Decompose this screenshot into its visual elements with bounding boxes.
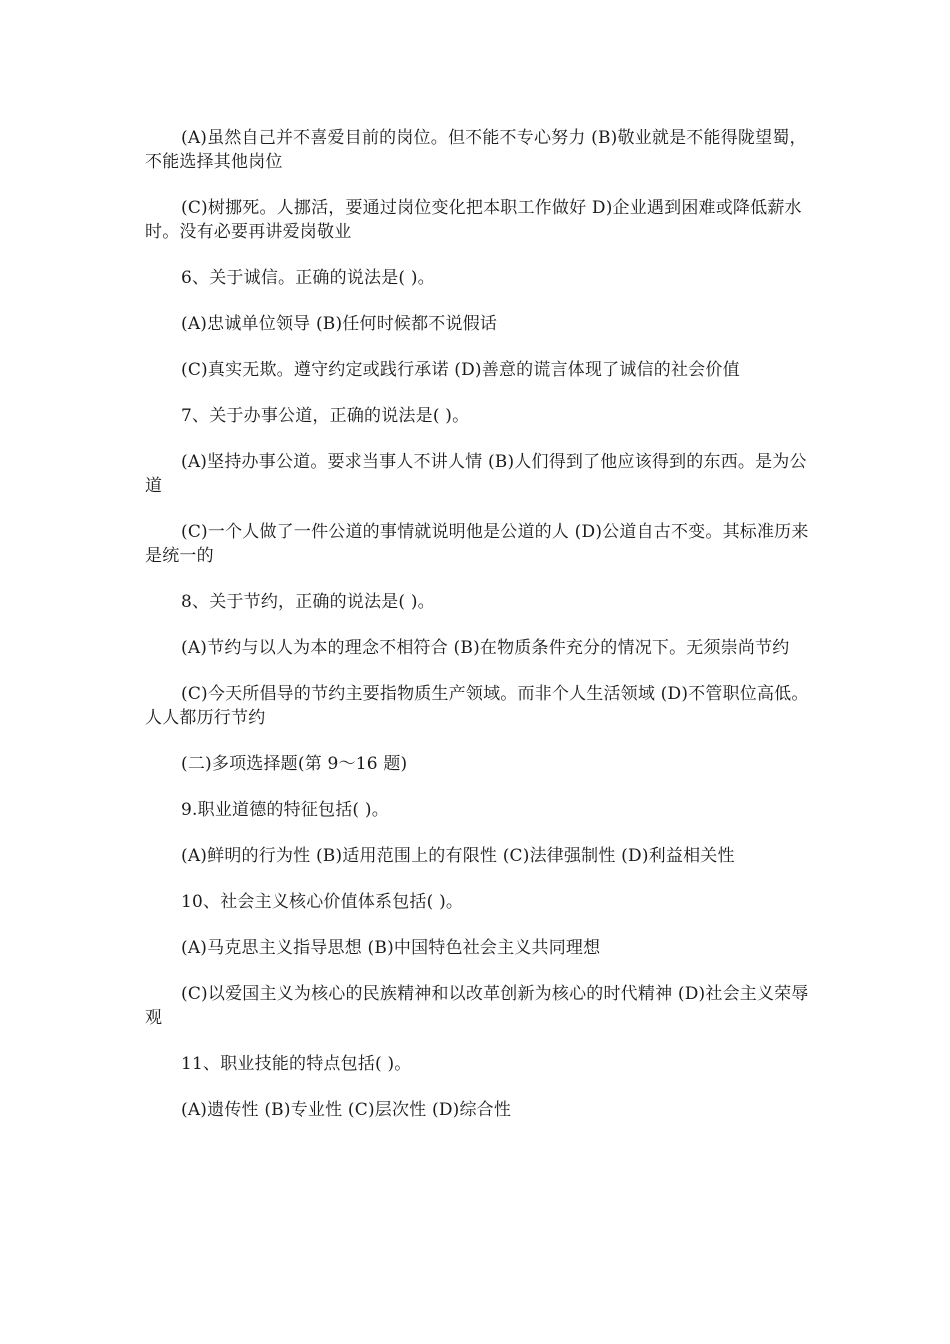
question-6: 6、关于诚信。正确的说法是( )。 bbox=[181, 268, 435, 288]
option-paragraph: (A)忠诚单位领导 (B)任何时候都不说假话 bbox=[181, 314, 498, 334]
option-paragraph: (C)以爱国主义为核心的民族精神和以改革创新为核心的时代精神 (D)社会主义荣辱观 bbox=[145, 984, 809, 1028]
option-paragraph: (C)树挪死。人挪活，要通过岗位变化把本职工作做好 D)企业遇到困难或降低薪水时。没有必要再讲爱岗敬业 bbox=[145, 198, 802, 242]
option-paragraph: (A)节约与以人为本的理念不相符合 (B)在物质条件充分的情况下。无须崇尚节约 bbox=[181, 638, 790, 658]
option-paragraph: (C)今天所倡导的节约主要指物质生产领域。而非个人生活领域 (D)不管职位高低。人人都历行节约 bbox=[145, 684, 809, 728]
option-paragraph: (A)坚持办事公道。要求当事人不讲人情 (B)人们得到了他应该得到的东西。是为公道 bbox=[145, 452, 807, 496]
option-paragraph: (A)遗传性 (B)专业性 (C)层次性 (D)综合性 bbox=[181, 1100, 512, 1120]
option-paragraph: (A)鲜明的行为性 (B)适用范围上的有限性 (C)法律强制性 (D)利益相关性 bbox=[181, 846, 735, 866]
option-paragraph: (A)虽然自己并不喜爱目前的岗位。但不能不专心努力 (B)敬业就是不能得陇望蜀，不能选择其他岗位 bbox=[145, 128, 807, 172]
option-paragraph: (C)一个人做了一件公道的事情就说明他是公道的人 (D)公道自古不变。其标准历来是统一的 bbox=[145, 522, 809, 566]
document-body bbox=[145, 126, 810, 1144]
section-heading: (二)多项选择题(第 9～16 题) bbox=[181, 754, 408, 774]
option-paragraph: (C)真实无欺。遵守约定或践行承诺 (D)善意的谎言体现了诚信的社会价值 bbox=[181, 360, 740, 380]
question-8: 8、关于节约，正确的说法是( )。 bbox=[181, 592, 435, 612]
question-11: 11、职业技能的特点包括( )。 bbox=[181, 1054, 412, 1074]
question-10: 10、社会主义核心价值体系包括( )。 bbox=[181, 892, 464, 912]
question-7: 7、关于办事公道，正确的说法是( )。 bbox=[181, 406, 470, 426]
question-9: 9.职业道德的特征包括( )。 bbox=[181, 800, 389, 820]
option-paragraph: (A)马克思主义指导思想 (B)中国特色社会主义共同理想 bbox=[181, 938, 601, 958]
